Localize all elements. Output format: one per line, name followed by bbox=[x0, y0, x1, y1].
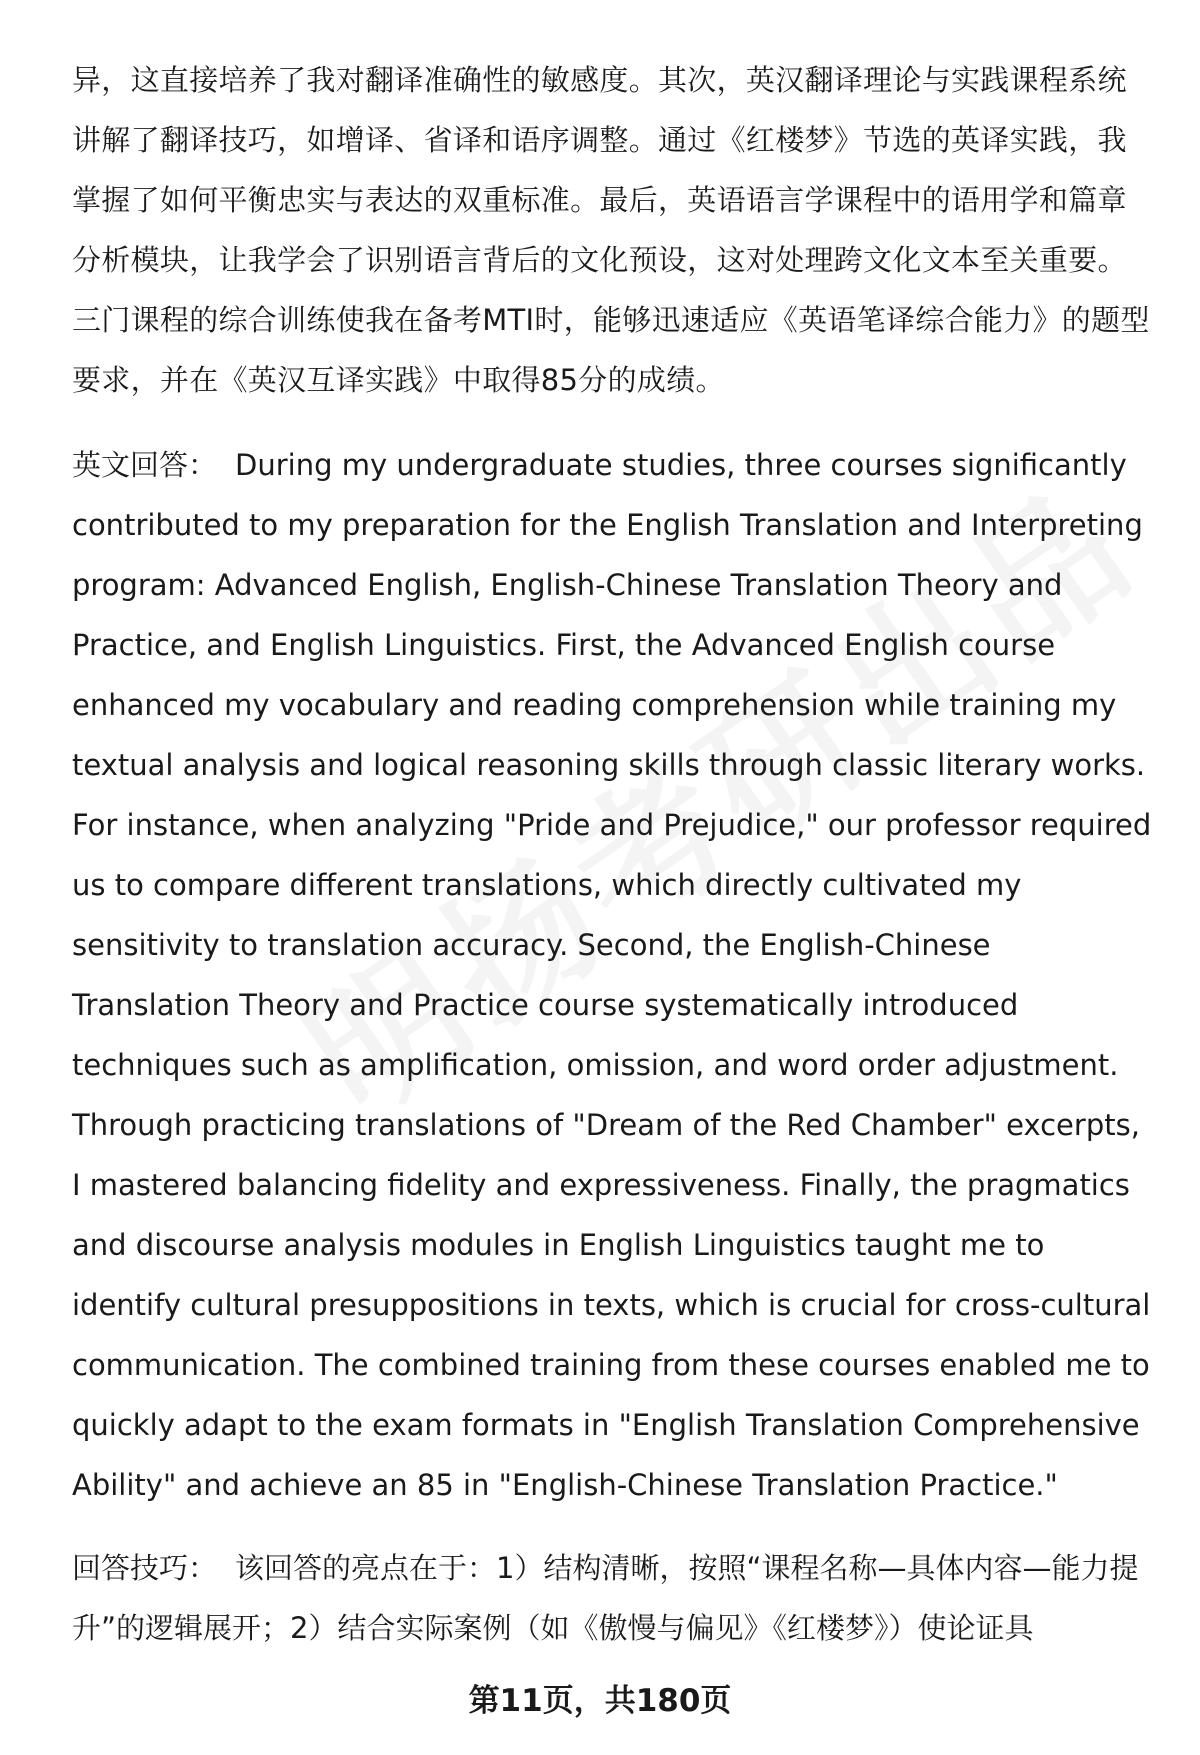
english-answer-label: 英文回答： bbox=[72, 448, 218, 482]
chinese-answer-continuation: 异，这直接培养了我对翻译准确性的敏感度。其次，英汉翻译理论与实践课程系统讲解了翻译技巧，如增译、省译和语序调整。通过《红楼梦》节选的英译实践，我掌握了如何平衡忠实与表达的双重标准。最后，英语语言学课程中的语用学和篇章分析模块，让我学会了识别语言背后的文化预设，这对处理跨文化文本至关重要。三门课程的综合训练使我在备考MTI时，能够迅速适应《英语笔译综合能力》的题型要求，并在《英汉互译实践》中取得85分的成绩。 bbox=[72, 63, 1150, 397]
english-answer-paragraph bbox=[72, 435, 1152, 1515]
answer-tips-text: 该回答的亮点在于：1）结构清晰，按照“课程名称—具体内容—能力提升”的逻辑展开；2）结合实际案例（如《傲慢与偏见》《红楼梦》）使论证具 bbox=[72, 1551, 1139, 1645]
answer-tips-label: 回答技巧： bbox=[72, 1551, 218, 1585]
page-content bbox=[72, 50, 1152, 1658]
english-answer-text: During my undergraduate studies, three courses significantly contributed to my preparation for the English Translation and Interpreting program: Advanced English, English-Chinese Translation Theory and Practice, and English Linguistics. First, the Advanced English course enhanced my vocabulary and reading comprehension while training my textual analysis and logical reasoning skills through classic literary works. For instance, when analyzing "Pride and Prejudice," our professor required us to compare different translations, which directly cultivated my sensitivity to translation accuracy. Second, the English-Chinese Translation Theory and Practice course systematically introduced techniques such as amplification, omission, and word order adjustment. Through practicing translations of "Dream of the Red Chamber" excerpts, I mastered balancing fidelity and expressiveness. Finally, the pragmatics and discourse analysis modules in English Linguistics taught me to identify cultural presuppositions in texts, which is crucial for cross-cultural communication. The combined training from these courses enabled me to quickly adapt to the exam formats in "English Translation Comprehensive Ability" and achieve an 85 in "English-Chinese Translation Practice." bbox=[72, 448, 1152, 1502]
answer-tips-paragraph bbox=[72, 1538, 1152, 1658]
page-number: 第11页，共180页 bbox=[468, 1683, 732, 1719]
